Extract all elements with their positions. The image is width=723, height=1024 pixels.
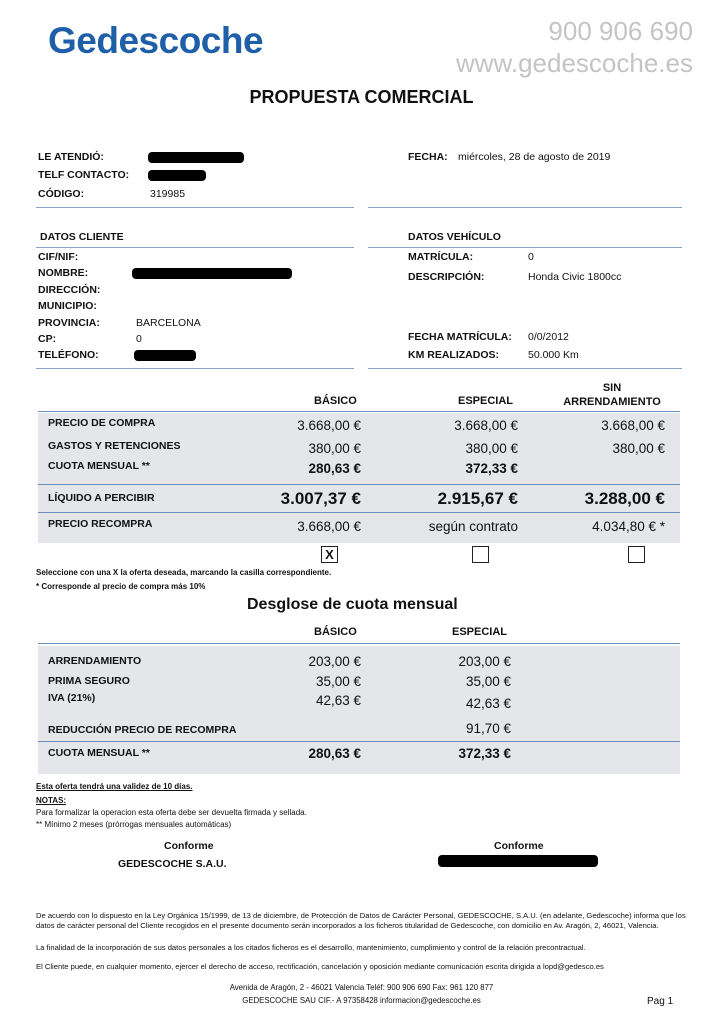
header-website: www.gedescoche.es (455, 48, 693, 78)
liquido-label: LÍQUIDO A PERCIBIR (48, 492, 155, 504)
divider (36, 207, 354, 208)
descripcion-value: Honda Civic 1800cc (528, 271, 622, 283)
desglose-cuota-label: CUOTA MENSUAL ** (48, 747, 150, 759)
recompra-especial: según contrato (428, 519, 518, 534)
divider (368, 207, 682, 208)
provincia-label: PROVINCIA: (38, 317, 100, 329)
notas-label: NOTAS: (36, 796, 67, 805)
desglose-cuota-basico: 280,63 € (308, 746, 361, 761)
iva-basico: 42,63 € (315, 693, 361, 708)
fecha-matricula-value: 0/0/2012 (528, 331, 569, 343)
divider (36, 247, 354, 248)
telf-label: TELF CONTACTO: (38, 169, 130, 181)
municipio-label: MUNICIPIO: (38, 300, 97, 312)
fecha-value: miércoles, 28 de agosto de 2019 (458, 151, 611, 163)
gastos-basico: 380,00 € (308, 441, 361, 456)
atendio-label: LE ATENDIÓ: (38, 151, 104, 163)
legal-p1: De acuerdo con lo dispuesto en la Ley Orgánica 15/1999, de 13 de diciembre, de Protección de Datos de Carácter Personal, GEDESCOCHE, S.A.U. (en adelante, Gedescoche) informa que los datos de carácter personal del Cliente recogidos en el presente documento serán incorporados a los ficheros titularidad de Gedescoche, con domicilio en Av. Aragón, 2, 46021, Valencia. (36, 911, 686, 930)
codigo-value: 319985 (150, 188, 186, 200)
cliente-heading: DATOS CLIENTE (40, 231, 124, 243)
cuota-especial: 372,33 € (465, 461, 518, 476)
reduccion-especial: 91,70 € (465, 721, 511, 736)
nota-1: Para formalizar la operacion esta oferta debe ser devuelta firmada y sellada. (36, 808, 307, 817)
liquido-basico: 3.007,37 € (280, 489, 361, 508)
redacted-nombre (132, 268, 292, 279)
empresa-name: GEDESCOCHE S.A.U. (118, 858, 227, 870)
checkbox-especial[interactable] (472, 546, 489, 563)
col-sin-2: ARRENDAMIENTO (563, 396, 661, 408)
desglose-cuota-especial: 372,33 € (458, 746, 511, 761)
note-precio: * Corresponde al precio de compra más 10% (36, 582, 206, 591)
recompra-sin: 4.034,80 € * (592, 519, 665, 534)
iva-label: IVA (21%) (48, 692, 96, 704)
recompra-label: PRECIO RECOMPRA (48, 518, 153, 530)
desglose-col-especial: ESPECIAL (452, 626, 508, 638)
page-number: Pag 1 (647, 996, 674, 1007)
legal-p2: La finalidad de la incorporación de sus datos personales a los citados ficheros es el desarrollo, mantenimiento, cumplimiento y control de la relación precontractual. (36, 943, 586, 952)
conforme-right: Conforme (494, 840, 544, 852)
company-logo: Gedescoche (48, 20, 264, 61)
cuota-label: CUOTA MENSUAL ** (48, 460, 150, 472)
footer-company: GEDESCOCHE SAU CIF.- A 97358428 informacion@gedescoche.es (242, 996, 481, 1005)
desglose-title: Desglose de cuota mensual (247, 596, 458, 613)
matricula-label: MATRÍCULA: (408, 251, 474, 263)
fecha-matricula-label: FECHA MATRÍCULA: (408, 331, 512, 343)
gastos-label: GASTOS Y RETENCIONES (48, 440, 181, 452)
precio-compra-especial: 3.668,00 € (454, 418, 518, 433)
legal-p3: El Cliente puede, en cualquier momento, ejercer el derecho de acceso, rectificación, cancelación y oposición mediante comunicación escrita dirigida a lopd@gedesco.es (36, 962, 604, 971)
desglose-col-basico: BÁSICO (314, 626, 357, 638)
redacted-atendio (148, 152, 244, 163)
cif-label: CIF/NIF: (38, 251, 79, 263)
precio-compra-label: PRECIO DE COMPRA (48, 417, 156, 429)
col-especial: ESPECIAL (458, 395, 514, 407)
document-title: PROPUESTA COMERCIAL (249, 87, 474, 107)
liquido-especial: 2.915,67 € (437, 489, 518, 508)
cp-value: 0 (136, 333, 142, 345)
liquido-sin: 3.288,00 € (584, 489, 665, 508)
codigo-label: CÓDIGO: (38, 188, 85, 200)
reduccion-label: REDUCCIÓN PRECIO DE RECOMPRA (48, 724, 237, 736)
redacted-telf (148, 170, 206, 181)
cuota-basico: 280,63 € (308, 461, 361, 476)
conforme-left: Conforme (164, 840, 214, 852)
gastos-especial: 380,00 € (465, 441, 518, 456)
direccion-label: DIRECCIÓN: (38, 284, 101, 296)
prima-label: PRIMA SEGURO (48, 675, 130, 687)
prima-especial: 35,00 € (465, 674, 511, 689)
nombre-label: NOMBRE: (38, 267, 89, 279)
divider (38, 512, 680, 513)
divider (368, 247, 682, 248)
arrendamiento-label: ARRENDAMIENTO (48, 655, 142, 667)
divider (38, 411, 680, 412)
precio-compra-basico: 3.668,00 € (297, 418, 361, 433)
precio-compra-sin: 3.668,00 € (601, 418, 665, 433)
validez-note: Esta oferta tendrá una validez de 10 días. (36, 782, 193, 791)
divider (368, 368, 682, 369)
km-value: 50.000 Km (528, 349, 579, 361)
km-label: KM REALIZADOS: (408, 349, 499, 361)
gastos-sin: 380,00 € (612, 441, 665, 456)
arrendamiento-especial: 203,00 € (458, 654, 511, 669)
descripcion-label: DESCRIPCIÓN: (408, 271, 485, 283)
redacted-signature (438, 855, 598, 867)
iva-especial: 42,63 € (465, 696, 511, 711)
recompra-basico: 3.668,00 € (297, 519, 361, 534)
redacted-telefono (134, 350, 196, 361)
divider (38, 741, 680, 742)
col-sin-1: SIN (602, 382, 622, 394)
divider (36, 368, 354, 369)
checkbox-basico[interactable]: X (321, 546, 338, 563)
matricula-value: 0 (528, 251, 534, 263)
divider (38, 643, 680, 644)
divider (38, 484, 680, 485)
telefono-label: TELÉFONO: (38, 349, 99, 361)
footer-address: Avenida de Aragón, 2 - 46021 Valencia Teléf: 900 906 690 Fax: 961 120 877 (229, 983, 494, 992)
nota-2: ** Mínimo 2 meses (prórrogas mensuales automáticas) (36, 820, 232, 829)
cp-label: CP: (38, 333, 57, 345)
vehiculo-heading: DATOS VEHÍCULO (408, 231, 501, 243)
fecha-label: FECHA: (408, 151, 448, 163)
note-select: Seleccione con una X la oferta deseada, marcando la casilla correspondiente. (36, 568, 332, 577)
header-phone: 900 906 690 (548, 16, 693, 46)
checkbox-sin-arrendamiento[interactable] (628, 546, 645, 563)
col-basico: BÁSICO (314, 395, 357, 407)
prima-basico: 35,00 € (315, 674, 361, 689)
provincia-value: BARCELONA (136, 317, 201, 329)
arrendamiento-basico: 203,00 € (308, 654, 361, 669)
